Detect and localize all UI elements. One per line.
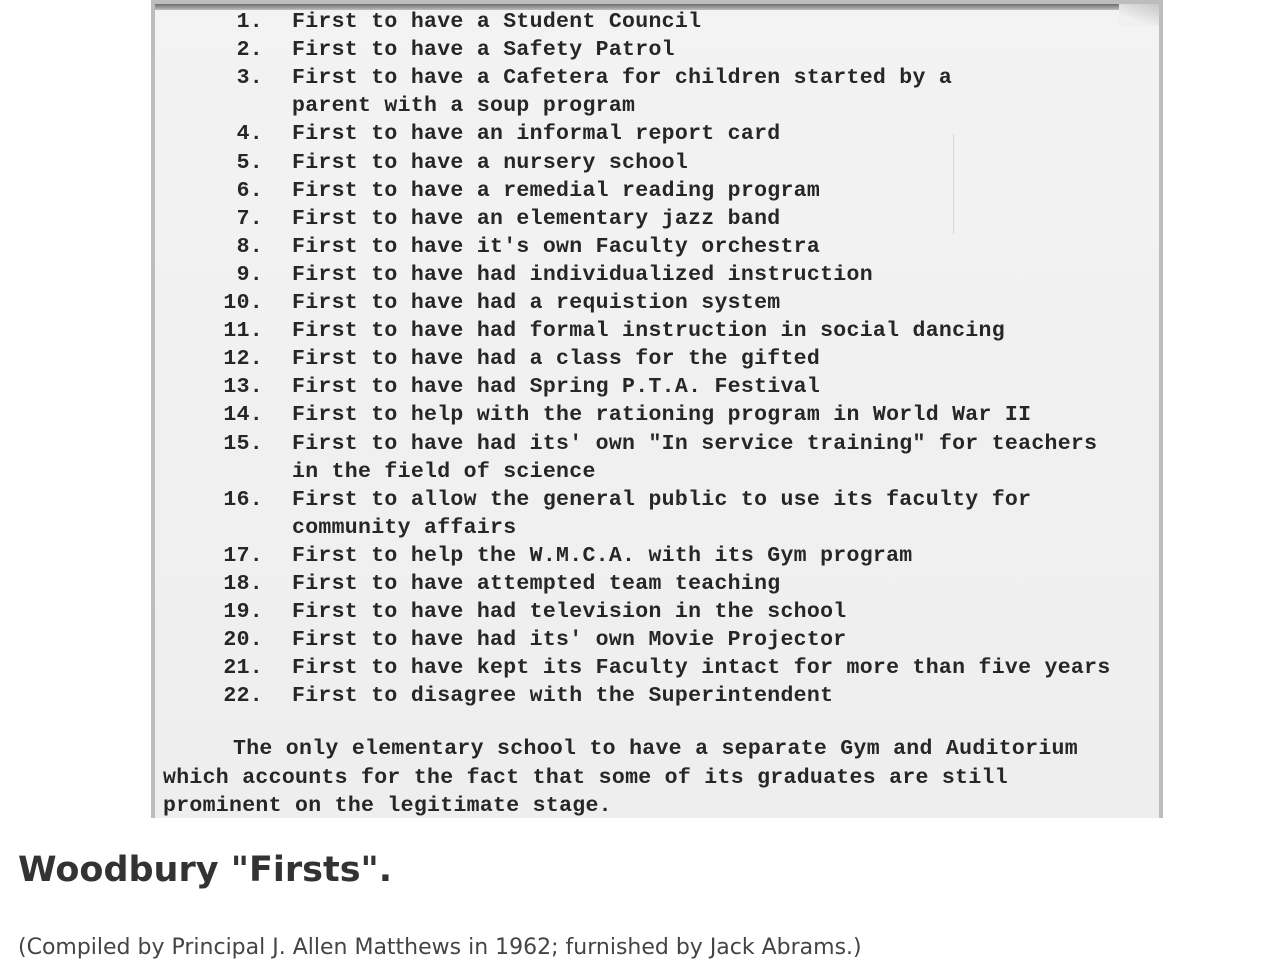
list-item-number: 7. xyxy=(236,206,263,231)
closing-line: prominent on the legitimate stage. xyxy=(163,794,612,818)
list-item-text: First to have had individualized instruction xyxy=(292,262,873,287)
list-item-text: First to have kept its Faculty intact for more than five years xyxy=(292,656,1111,681)
list-item-text: First to have a Safety Patrol xyxy=(292,38,675,63)
list-item-number: 14. xyxy=(223,403,263,428)
list-item-number: 15. xyxy=(223,431,263,456)
list-item-text: First to have a remedial reading program xyxy=(292,178,821,203)
list-item-text: community affairs xyxy=(292,515,517,540)
list-item-text: First to have had television in the school xyxy=(292,600,847,625)
list-item-text: parent with a soup program xyxy=(292,94,636,119)
list-item-text: First to have a Student Council xyxy=(292,10,702,34)
list-item-text: First to have had Spring P.T.A. Festival xyxy=(292,375,821,400)
typed-page xyxy=(155,4,1159,818)
list-item-number: 8. xyxy=(236,234,263,259)
list-item-text: First to have a nursery school xyxy=(292,150,689,175)
list-item-text: First to have had its' own Movie Projector xyxy=(292,628,847,653)
list-item-text: First to have had a requistion system xyxy=(292,291,781,315)
list-item-number: 20. xyxy=(223,628,263,653)
list-item-number: 21. xyxy=(223,656,263,681)
list-item-number: 13. xyxy=(223,375,263,400)
list-item-text: First to have an elementary jazz band xyxy=(292,206,781,231)
list-item-number: 3. xyxy=(236,66,263,91)
page-crease xyxy=(953,134,954,234)
list-item-text: First to have attempted team teaching xyxy=(292,572,781,596)
list-item-number: 4. xyxy=(236,122,263,147)
list-item-number: 12. xyxy=(223,347,263,372)
list-item-number: 11. xyxy=(223,319,263,344)
list-item-number: 18. xyxy=(223,572,263,596)
list-item-text: in the field of science xyxy=(292,459,596,484)
list-item-number: 17. xyxy=(223,543,263,568)
list-item-text: First to help with the rationing program in World War II xyxy=(292,403,1032,428)
list-item-number: 5. xyxy=(236,150,263,175)
list-item-number: 1. xyxy=(236,10,263,34)
document-photo xyxy=(151,0,1163,818)
list-item-text: First to disagree with the Superintendent xyxy=(292,684,834,709)
list-item-text: First to have a Cafetera for children started by a xyxy=(292,66,953,91)
list-item-number: 16. xyxy=(223,487,263,512)
list-item-text: First to have it's own Faculty orchestra xyxy=(292,234,821,259)
page-corner-fold xyxy=(1119,4,1159,26)
list-item-text: First to have an informal report card xyxy=(292,122,781,147)
list-item-text: First to have had its' own "In service training" for teachers xyxy=(292,431,1098,456)
list-item-number: 19. xyxy=(223,600,263,625)
list-item-number: 6. xyxy=(236,178,263,203)
closing-line: The only elementary school to have a separate Gym and Auditorium xyxy=(233,737,1078,761)
list-item-number: 9. xyxy=(236,262,263,287)
list-item-number: 2. xyxy=(236,38,263,63)
list-item-number: 22. xyxy=(223,684,263,709)
list-item-number: 10. xyxy=(223,291,263,315)
closing-line: which accounts for the fact that some of its graduates are still xyxy=(163,765,1008,790)
list-item-text: First to help the W.M.C.A. with its Gym program xyxy=(292,543,913,568)
list-item-text: First to have had formal instruction in social dancing xyxy=(292,319,1005,344)
caption-title: Woodbury "Firsts". xyxy=(18,850,393,890)
list-item-text: First to allow the general public to use its faculty for xyxy=(292,487,1032,512)
list-item-text: First to have had a class for the gifted xyxy=(292,347,821,372)
caption-note: (Compiled by Principal J. Allen Matthews in 1962; furnished by Jack Abrams.) xyxy=(18,935,862,960)
